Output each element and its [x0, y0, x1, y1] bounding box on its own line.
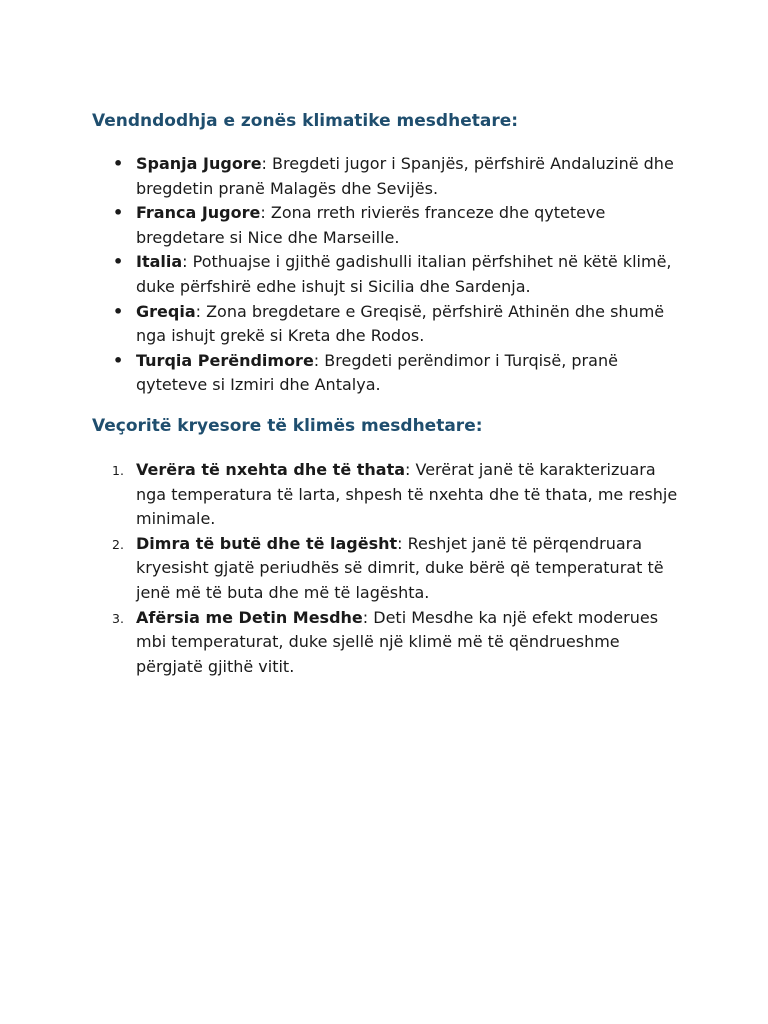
item-term: Dimra të butë dhe të lagësht [136, 533, 398, 553]
bullet-marker: • [113, 301, 124, 321]
list-item [112, 606, 682, 680]
location-bullet-list [112, 152, 682, 398]
bullet-marker: • [113, 203, 124, 223]
list-item [112, 349, 682, 398]
item-term: Greqia [136, 301, 196, 321]
list-item [112, 201, 682, 250]
bullet-marker: • [113, 350, 124, 370]
item-term: Spanja Jugore [136, 154, 262, 173]
item-text: : Deti Mesdhe ka një efekt moderues mbi temperaturat, duke sjellë një klimë më të qëndrueshme përgjatë gjithë vitit. [136, 607, 659, 676]
item-term: Franca Jugore [136, 203, 261, 223]
item-text: : Reshjet janë të përqendruara kryesisht gjatë periudhës së dimrit, duke bërë që temperaturat të jenë më të buta dhe më të lagështa. [136, 533, 664, 602]
list-item [112, 300, 682, 349]
item-text: : Pothuajse i gjithë gadishulli italian përfshihet në këtë klimë, duke përfshirë edhe ishujt si Sicilia dhe Sardenja. [136, 252, 672, 296]
item-text: : Bregdeti jugor i Spanjës, përfshirë Andaluzinë dhe bregdetin pranë Malagës dhe Sevijës. [136, 154, 674, 198]
item-term: Verëra të nxehta dhe të thata [136, 460, 406, 479]
section-heading-location: Vendndodhja e zonës klimatike mesdhetare: [92, 111, 519, 131]
list-item [112, 152, 682, 201]
item-text: : Zona rreth rivierës franceze dhe qyteteve bregdetare si Nice dhe Marseille. [136, 203, 606, 247]
list-item [112, 250, 682, 299]
bullet-marker: • [113, 252, 124, 272]
number-marker: 3. [112, 610, 124, 626]
number-marker: 1. [112, 463, 124, 478]
item-term: Afërsia me Detin Mesdhe [136, 607, 363, 627]
item-term: Turqia Perëndimore [136, 350, 314, 370]
list-item [112, 458, 682, 532]
section-heading-features: Veçoritë kryesore të klimës mesdhetare: [92, 416, 483, 436]
item-text: : Verërat janë të karakterizuara nga temperatura të larta, shpesh të nxehta dhe të thata, me reshje minimale. [136, 460, 678, 529]
item-text: : Bregdeti perëndimor i Turqisë, pranë qyteteve si Izmiri dhe Antalya. [136, 350, 618, 395]
item-term: Italia [136, 252, 183, 272]
number-marker: 2. [112, 536, 124, 552]
bullet-marker: • [113, 154, 124, 173]
list-item [112, 532, 682, 606]
features-numbered-list [112, 458, 682, 679]
item-text: : Zona bregdetare e Greqisë, përfshirë Athinën dhe shumë nga ishujt grekë si Kreta dhe Rodos. [136, 301, 665, 346]
